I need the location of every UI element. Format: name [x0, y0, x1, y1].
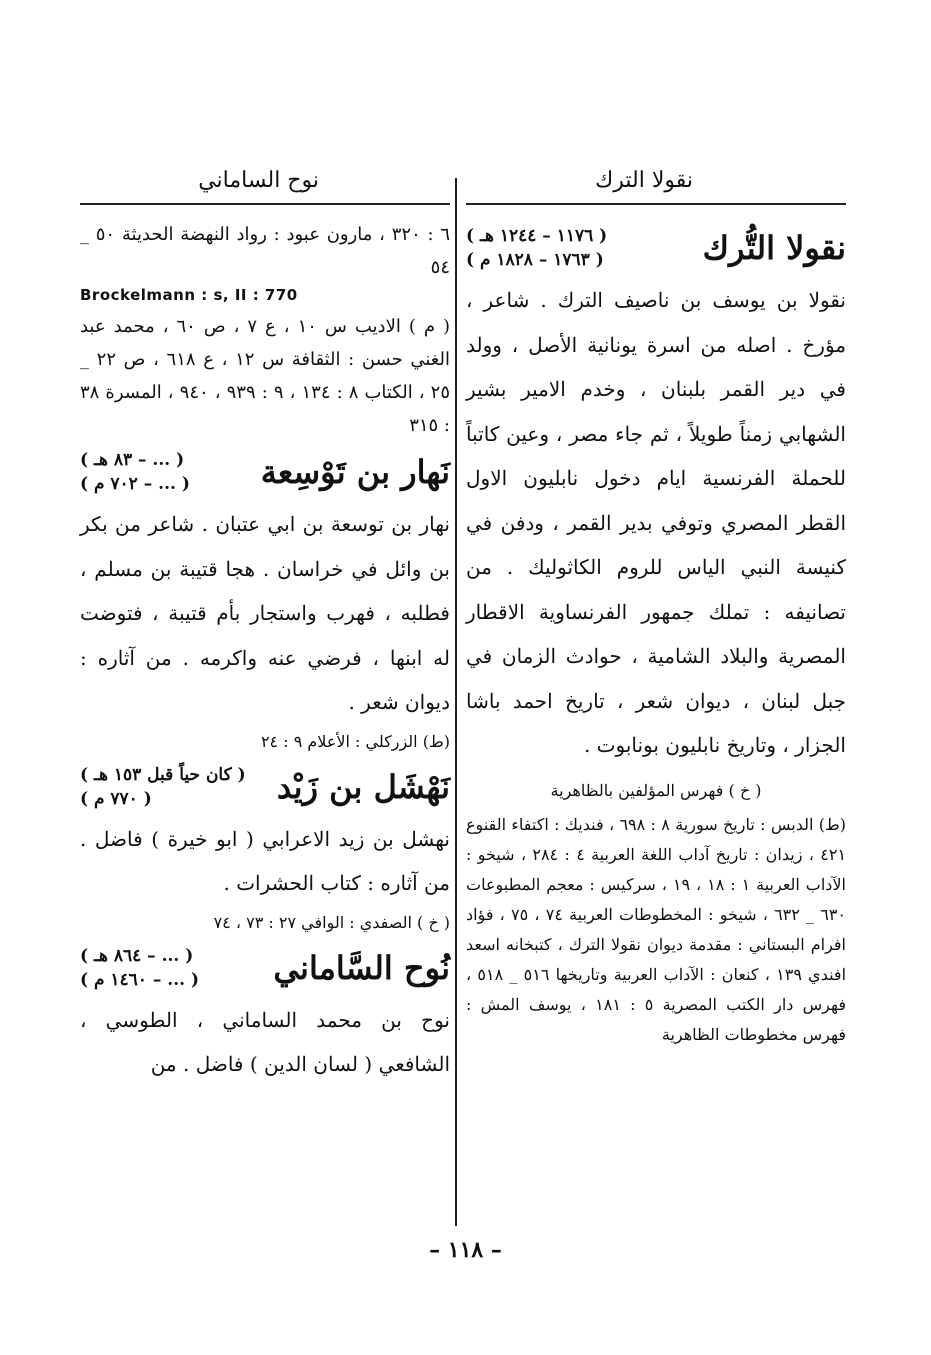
latin-reference: Brockelmann : s, II : 770	[80, 286, 298, 304]
left-column	[80, 218, 450, 1087]
column-divider	[455, 178, 457, 1226]
entry-name: نقولا التُّرك	[702, 229, 846, 267]
header-rule-right	[466, 203, 846, 205]
entry-source: ( خ ) فهرس المؤلفين بالظاهرية	[550, 780, 762, 800]
dates-hijri: ( ١١٧٦ – ١٢٤٤ هـ )	[466, 226, 608, 246]
dates-gregorian: ( ٧٧٠ م )	[80, 788, 152, 809]
entry-body: نهشل بن زيد الاعرابي ( ابو خيرة ) فاضل . من آثاره : كتاب الحشرات .	[80, 826, 450, 895]
dates-gregorian: ( ... – ١٤٦٠ م )	[80, 969, 199, 990]
dates-hijri: ( ... – ٨٦٤ هـ )	[80, 945, 194, 966]
entry-dates	[80, 944, 199, 992]
dates-hijri: ( ... – ٨٣ هـ )	[80, 450, 185, 470]
dates-hijri: ( كان حياً قبل ١٥٣ هـ )	[80, 764, 246, 785]
dates-gregorian: ( ... – ٧٠٢ م )	[80, 474, 190, 494]
entry-heading	[80, 944, 450, 992]
continued-sources: ٦ : ٣٢٠ ، مارون عبود : رواد النهضة الحديثة ٥٠ _ ٥٤	[80, 224, 450, 278]
entry-body: نوح بن محمد الساماني ، الطوسي ، الشافعي ( لسان الدين ) فاضل . من	[80, 1007, 450, 1076]
dates-gregorian: ( ١٧٦٣ – ١٨٢٨ م )	[466, 250, 604, 270]
entry-dates	[80, 763, 246, 811]
running-header-left: نوح الساماني	[198, 168, 319, 193]
entry-name: نَهار بن تَوْسِعة	[260, 453, 450, 491]
entry-heading	[466, 224, 846, 272]
entry-dates	[466, 224, 607, 272]
entry-source: ( خ ) الصفدي : الوافي ٢٧ : ٧٣ ، ٧٤	[213, 912, 450, 932]
entry-heading	[80, 763, 450, 811]
entry-name: نُوح السَّاماني	[273, 948, 450, 987]
continued-sources: ( م ) الاديب س ١٠ ، ع ٧ ، ص ٦٠ ، محمد عبد الغني حسن : الثقافة س ١٢ ، ع ٦١٨ ، ص ٢٢ _ ٢٥ ، الكتاب ٨ : ١٣٤ ، ٩ : ٩٣٩ ، ٩٤٠ ، المسرة ٣٨ : ٣١٥	[80, 316, 451, 436]
running-header-right: نقولا الترك	[595, 168, 693, 193]
entry-source-list: (ط) الدبس : تاريخ سورية ٨ : ٦٩٨ ، فنديك : اكتفاء القنوع ٤٢١ ، زيدان : تاريخ آداب اللغة العربية ٤ : ٢٨٤ ، شيخو : الآداب العربية ١ : ١٨ ، ١٩ ، سركيس : معجم المطبوعات ٦٣٠ _ ٦٣٢ ، شيخو : المخطوطات العربية ٧٤ ، ٧٥ ، فؤاد افرام البستاني : مقدمة ديوان نقولا الترك ، كتبخانه اسعد افندي ١٣٩ ، كنعان : الآداب العربية وتاريخها ٥١٦ _ ٥١٨ ، فهرس دار الكتب المصرية ٥ : ١٨١ ، يوسف المش : فهرس مخطوطات الظاهرية	[466, 814, 847, 1044]
entry-dates	[80, 448, 190, 496]
right-column	[466, 218, 846, 1050]
entry-body: نهار بن توسعة بن ابي عتبان . شاعر من بكر بن وائل في خراسان . هجا قتيبة بن مسلم ، فطلبه ، فهرب واستجار بأم قتيبة ، فتوضت له ابنها ، فرضي عنه واكرمه . من آثاره : ديوان شعر .	[80, 512, 450, 714]
page-number: – ١١٨ –	[429, 1237, 502, 1263]
entry-source: (ط) الزركلي : الأعلام ٩ : ٢٤	[260, 731, 450, 751]
entry-heading	[80, 448, 450, 496]
header-rule-left	[80, 203, 450, 205]
entry-body: نقولا بن يوسف بن ناصيف الترك . شاعر ، مؤرخ . اصله من اسرة يونانية الأصل ، وولد في دير القمر بلبنان ، وخدم الامير بشير الشهابي زمناً طويلاً ، ثم جاء مصر ، وعين كاتباً للحملة الفرنسية ايام دخول نابليون الاول القطر المصري وتوفي بدير القمر ، ودفن في كنيسة النبي الياس للروم الكاثوليك . من تصانيفه : تملك جمهور الفرنساوية الاقطار المصرية والبلاد الشامية ، حوادث الزمان في جبل لبنان ، ديوان شعر ، تاريخ احمد باشا الجزار ، وتاريخ نابليون بونابوت .	[466, 288, 846, 757]
entry-name: نَهْشَل بن زَيْد	[276, 767, 450, 806]
